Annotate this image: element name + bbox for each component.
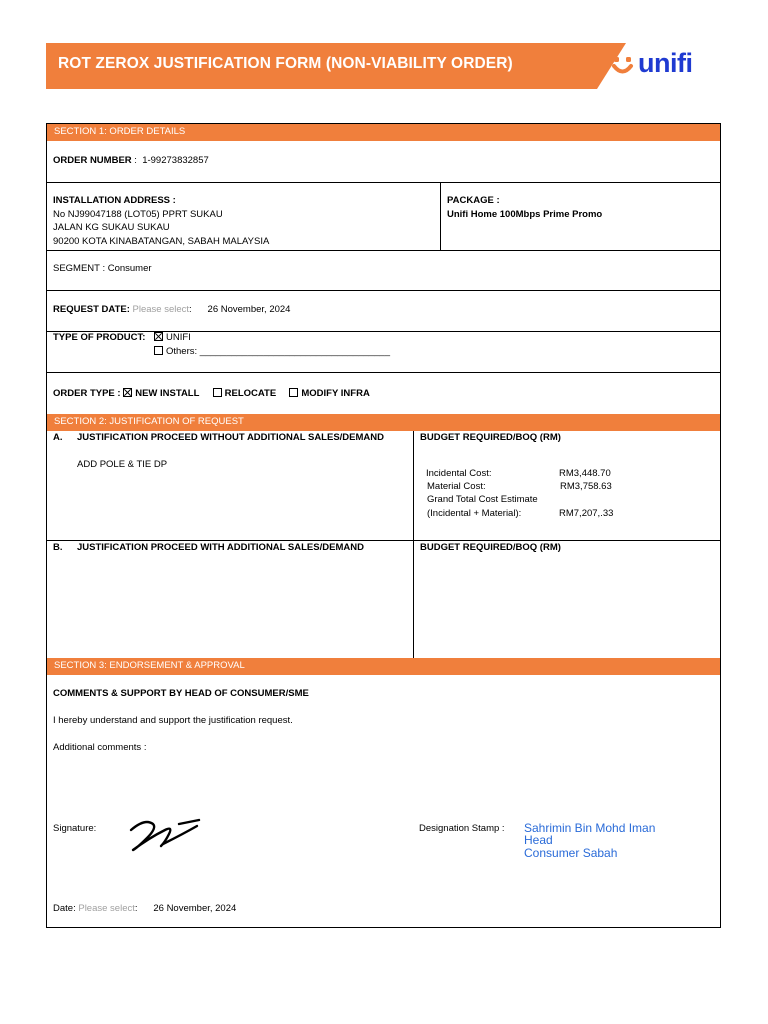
- package-value: Unifi Home 100Mbps Prime Promo: [447, 209, 603, 220]
- stamp-label: Designation Stamp :: [419, 823, 505, 834]
- justification-b-marker: B.: [53, 542, 63, 553]
- address-label: INSTALLATION ADDRESS :: [53, 195, 176, 206]
- order-number-row: ORDER NUMBER : 1-99273832857: [53, 155, 209, 166]
- address-line-2: JALAN KG SUKAU SUKAU: [53, 222, 170, 233]
- stamp-name: Sahrimin Bin Mohd Iman: [524, 821, 656, 835]
- additional-comments-label: Additional comments :: [53, 742, 147, 753]
- budget-b-label: BUDGET REQUIRED/BOQ (RM): [420, 542, 561, 553]
- signature-label: Signature:: [53, 823, 97, 834]
- order-number-value[interactable]: 1-99273832857: [142, 155, 209, 166]
- order-modify-infra: MODIFY INFRA: [301, 388, 370, 399]
- justification-a-marker: A.: [53, 432, 63, 443]
- address-line-3: 90200 KOTA KINABATANGAN, SABAH MALAYSIA: [53, 236, 270, 247]
- designation-stamp: [524, 822, 655, 859]
- budget-a-label: BUDGET REQUIRED/BOQ (RM): [420, 432, 561, 443]
- checkbox-unchecked-icon[interactable]: [154, 346, 163, 355]
- comments-label: COMMENTS & SUPPORT BY HEAD OF CONSUMER/SME: [53, 688, 309, 699]
- segment: SEGMENT : Consumer: [53, 263, 152, 274]
- order-number-label: ORDER NUMBER: [53, 155, 132, 166]
- checkbox-checked-icon[interactable]: [123, 388, 132, 397]
- justification-form: [46, 123, 721, 928]
- checkbox-unchecked-icon[interactable]: [213, 388, 222, 397]
- material-label: Material Cost:: [427, 481, 486, 492]
- date-label: Date:: [53, 903, 76, 914]
- incidental-label: Incidental Cost:: [426, 468, 492, 479]
- divider: [47, 290, 720, 291]
- section1-header: SECTION 1: ORDER DETAILS: [47, 124, 720, 141]
- request-date-value[interactable]: 26 November, 2024: [207, 304, 291, 315]
- date-value[interactable]: 26 November, 2024: [153, 903, 237, 914]
- grand-total-label: Grand Total Cost Estimate: [427, 494, 538, 505]
- divider: [47, 331, 720, 332]
- divider: [413, 431, 414, 658]
- justification-a-value[interactable]: ADD POLE & TIE DP: [77, 459, 168, 470]
- product-unifi-option[interactable]: [154, 332, 191, 343]
- divider: [47, 540, 720, 541]
- divider: [47, 250, 720, 251]
- checkbox-checked-icon[interactable]: [154, 332, 163, 341]
- date-placeholder[interactable]: Please select: [78, 903, 135, 914]
- divider: [47, 182, 720, 183]
- grand-total-value: RM7,207,.33: [559, 508, 614, 519]
- order-new-install: NEW INSTALL: [135, 388, 200, 399]
- order-type-row: [53, 388, 370, 399]
- product-others-option[interactable]: [154, 346, 390, 357]
- section2-header: SECTION 2: JUSTIFICATION OF REQUEST: [47, 414, 720, 431]
- incidental-value: RM3,448.70: [559, 468, 611, 479]
- divider: [440, 182, 441, 250]
- material-value: RM3,758.63: [560, 481, 612, 492]
- order-type-label: ORDER TYPE :: [53, 388, 121, 399]
- section3-header: SECTION 3: ENDORSEMENT & APPROVAL: [47, 658, 720, 675]
- stamp-title: Head: [524, 833, 553, 848]
- date-row: Date: Please select: 26 November, 2024: [53, 903, 237, 914]
- justification-a-label: JUSTIFICATION PROCEED WITHOUT ADDITIONAL SALES/DEMAND: [77, 432, 384, 443]
- smile-icon: [612, 55, 634, 79]
- request-date-label: REQUEST DATE:: [53, 304, 130, 315]
- product-type-label: TYPE OF PRODUCT:: [53, 332, 146, 343]
- request-date-row: REQUEST DATE: Please select: 26 November, 2024: [53, 304, 291, 315]
- grand-total-sub: (Incidental + Material):: [427, 508, 522, 519]
- package-label: PACKAGE :: [447, 195, 500, 206]
- stamp-department: Consumer Sabah: [524, 845, 618, 860]
- request-date-placeholder[interactable]: Please select: [132, 304, 190, 315]
- support-statement: I hereby understand and support the justification request.: [53, 715, 293, 726]
- form-title: ROT ZEROX JUSTIFICATION FORM (NON-VIABILITY ORDER): [58, 55, 513, 72]
- checkbox-unchecked-icon[interactable]: [289, 388, 298, 397]
- logo-text: unifi: [638, 48, 693, 78]
- signature-drawing: [127, 816, 207, 858]
- justification-b-label: JUSTIFICATION PROCEED WITH ADDITIONAL SALES/DEMAND: [77, 542, 364, 553]
- address-line-1: No NJ99047188 (LOT05) PPRT SUKAU: [53, 209, 223, 220]
- divider: [47, 372, 720, 373]
- product-unifi-label: UNIFI: [166, 332, 191, 343]
- product-others-label: Others: ____________________________________: [166, 346, 390, 357]
- unifi-logo: [612, 48, 712, 84]
- order-relocate: RELOCATE: [224, 388, 277, 399]
